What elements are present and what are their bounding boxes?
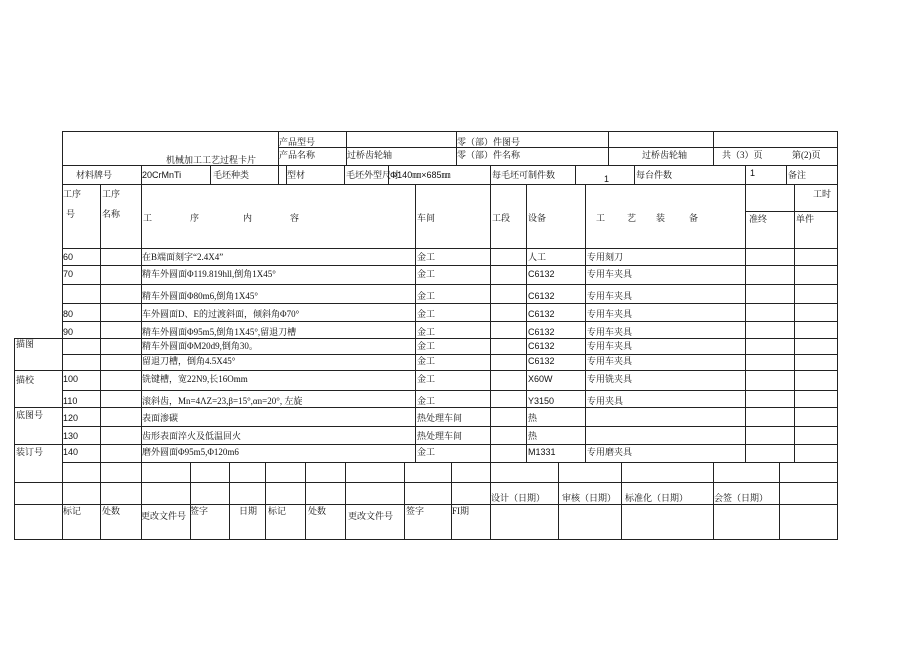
- col-content-4: 容: [290, 213, 300, 223]
- v-rule: [229, 462, 230, 539]
- v-rule: [490, 184, 491, 462]
- v-rule: [786, 165, 787, 184]
- blank-size-label: 毛坯外型尺寸: [346, 170, 401, 180]
- footer-sign-2: 签字: [406, 506, 425, 516]
- h-rule: [62, 390, 838, 391]
- v-rule: [345, 462, 346, 539]
- footer-sign-1: 签字: [190, 506, 209, 516]
- blank-type-value: 型材: [287, 170, 306, 180]
- v-rule: [344, 165, 345, 184]
- col-op-name-bottom: 名称: [102, 209, 121, 219]
- footer-date-2: FI期: [452, 506, 470, 516]
- op-equipment: C6132: [528, 341, 555, 351]
- h-rule: [14, 407, 62, 408]
- op-number: 60: [63, 252, 74, 262]
- v-rule: [608, 131, 609, 165]
- op-equipment: X60W: [528, 374, 553, 384]
- op-content: 精车外圆面Φ95m5,倒角1X45°,留退刀槽: [142, 327, 297, 337]
- op-tooling: 专用车夹具: [587, 341, 633, 351]
- op-tooling: 专用车夹具: [587, 269, 633, 279]
- op-tooling: 专用夹具: [587, 396, 624, 406]
- h-rule: [745, 211, 838, 212]
- h-rule: [62, 131, 838, 132]
- footer-change-doc-2: 更改文件号: [348, 511, 394, 521]
- v-rule: [779, 462, 780, 539]
- col-prep-time: 准终: [749, 214, 768, 224]
- pieces-per-blank-label: 每毛坯可制件数: [492, 170, 556, 180]
- op-workshop: 热处理车间: [417, 431, 463, 441]
- v-rule: [210, 165, 211, 184]
- material-value: 20CrMnTi: [142, 170, 182, 180]
- col-workshop: 车间: [417, 213, 436, 223]
- op-content: 齿形表面淬火及低温回火: [142, 431, 242, 441]
- h-rule: [62, 370, 838, 371]
- op-content: 精车外圆面Φ80m6,倒角1X45°: [142, 291, 258, 301]
- footer-mark-2: 标记: [268, 506, 287, 516]
- op-workshop: 金工: [417, 356, 436, 366]
- op-tooling: 专用车夹具: [587, 327, 633, 337]
- v-rule: [141, 462, 142, 539]
- op-workshop: 热处理车间: [417, 413, 463, 423]
- page-number: 第(2)页: [792, 150, 821, 160]
- side-label-proof: 描校: [16, 375, 35, 385]
- col-tooling-4: 备: [689, 213, 699, 223]
- h-rule: [14, 504, 838, 505]
- op-equipment: C6132: [528, 327, 555, 337]
- h-rule: [62, 265, 838, 266]
- side-label-trace: 描图: [16, 339, 35, 349]
- v-rule: [575, 165, 576, 184]
- op-number: 130: [63, 431, 79, 441]
- v-rule: [415, 184, 416, 462]
- col-content-2: 序: [190, 213, 200, 223]
- blank-type-label: 毛坯种类: [213, 170, 250, 180]
- footer-review: 审核（日期）: [562, 493, 617, 503]
- op-tooling: 专用车夹具: [587, 291, 633, 301]
- pieces-per-blank-value: 1: [604, 174, 610, 184]
- op-number: 70: [63, 269, 74, 279]
- op-tooling: 专用刻刀: [587, 252, 624, 262]
- material-label: 材料牌号: [76, 170, 113, 180]
- footer-design: 设计（日期）: [491, 493, 546, 503]
- h-rule: [62, 354, 838, 355]
- op-equipment: 人工: [528, 252, 547, 262]
- footer-date-1: 日期: [239, 506, 258, 516]
- footer-count-1: 处数: [102, 506, 121, 516]
- footer-count-2: 处数: [308, 506, 327, 516]
- op-workshop: 金工: [417, 374, 436, 384]
- h-rule: [62, 248, 838, 249]
- op-workshop: 金工: [417, 447, 436, 457]
- v-rule: [837, 131, 838, 539]
- col-op-no-top: 工序: [63, 189, 82, 199]
- col-tooling-2: 艺: [627, 213, 637, 223]
- v-rule: [713, 131, 714, 165]
- v-rule: [585, 184, 586, 462]
- v-rule: [62, 462, 63, 539]
- op-tooling: 专用车夹具: [587, 356, 633, 366]
- card-title: 机械加工工艺过程卡片: [166, 155, 257, 165]
- col-content-1: 工: [143, 213, 153, 223]
- col-op-no-bottom: 号: [66, 209, 76, 219]
- v-rule: [634, 165, 635, 184]
- h-rule: [278, 147, 838, 148]
- h-rule: [62, 338, 838, 339]
- op-number: 90: [63, 327, 74, 337]
- v-rule: [14, 338, 15, 539]
- remarks-label: 备注: [788, 170, 807, 180]
- h-rule: [62, 407, 838, 408]
- footer-countersign: 会签（日期）: [714, 493, 769, 503]
- op-number: 120: [63, 413, 79, 423]
- op-content: 精车外圆面ΦM20d9,倒角30。: [142, 341, 258, 351]
- op-equipment: 热: [528, 413, 538, 423]
- col-content-3: 内: [243, 213, 253, 223]
- op-workshop: 金工: [417, 341, 436, 351]
- v-rule: [451, 462, 452, 539]
- op-number: 140: [63, 447, 79, 457]
- col-op-name-top: 工序: [102, 189, 121, 199]
- h-rule: [14, 539, 838, 540]
- op-content: 精车外圆面Φ119.819hll,倒角1X45°: [142, 269, 276, 279]
- v-rule: [745, 165, 746, 184]
- side-label-base-no: 底图号: [16, 410, 44, 420]
- v-rule: [404, 462, 405, 539]
- h-rule: [14, 370, 62, 371]
- op-content: 铣键槽，宽22N9,长16Omm: [142, 374, 248, 384]
- part-name-label: 零（部）件名称: [457, 150, 521, 160]
- op-content: 留退刀槽，倒角4.5X45°: [142, 356, 236, 366]
- v-rule: [490, 165, 491, 184]
- op-equipment: M1331: [528, 447, 556, 457]
- v-rule: [190, 462, 191, 539]
- h-rule: [14, 482, 838, 483]
- v-rule: [794, 184, 795, 462]
- product-model-label: 产品型号: [279, 137, 316, 147]
- op-tooling: 专用铣夹具: [587, 374, 633, 384]
- v-rule: [265, 462, 266, 539]
- h-rule: [62, 284, 838, 285]
- v-rule: [526, 184, 527, 462]
- col-tooling-3: 装: [656, 213, 666, 223]
- op-equipment: C6132: [528, 356, 555, 366]
- part-name-value: 过桥齿轮轴: [642, 150, 688, 160]
- v-rule: [621, 462, 622, 539]
- op-tooling: 专用车夹具: [587, 309, 633, 319]
- h-rule: [62, 426, 838, 427]
- h-rule: [14, 444, 62, 445]
- v-rule: [305, 462, 306, 539]
- footer-standard: 标准化（日期）: [625, 493, 689, 503]
- h-rule: [62, 184, 838, 185]
- col-unit-time: 单件: [796, 214, 815, 224]
- op-content: 表面渗碳: [142, 413, 179, 423]
- v-rule: [100, 462, 101, 539]
- op-content: 在B端面刻字“2.4X4”: [142, 252, 224, 262]
- v-rule: [100, 184, 101, 462]
- op-number: 110: [63, 396, 78, 406]
- op-workshop: 金工: [417, 269, 436, 279]
- total-pages: 共（3）页: [722, 150, 763, 160]
- op-equipment: C6132: [528, 309, 555, 319]
- op-content: 车外圆面D、E的过渡斜面，倾斜角Φ70°: [142, 309, 300, 319]
- op-number: 80: [63, 309, 74, 319]
- h-rule: [62, 303, 838, 304]
- op-equipment: C6132: [528, 291, 555, 301]
- col-equipment: 设备: [528, 213, 547, 223]
- col-hours: 工时: [813, 189, 832, 199]
- op-content: 磨外圆面Φ95m5,Φ120m6: [142, 447, 239, 457]
- op-workshop: 金工: [417, 291, 436, 301]
- op-content: 滚斜齿，Mn=4ΛZ=23,β=15°,αn=20°, 左旋: [142, 396, 303, 406]
- pieces-per-unit-label: 每台件数: [636, 170, 673, 180]
- op-workshop: 金工: [417, 396, 436, 406]
- footer-change-doc-1: 更改文件号: [141, 511, 187, 521]
- op-number: 100: [63, 374, 79, 384]
- part-drawing-label: 零（部）件图号: [457, 137, 521, 147]
- op-workshop: 金工: [417, 309, 436, 319]
- pieces-per-unit-value: 1: [750, 168, 756, 178]
- blank-size-value: Φ140㎜×685㎜: [390, 170, 451, 180]
- h-rule: [62, 321, 838, 322]
- op-workshop: 金工: [417, 327, 436, 337]
- side-label-binding-no: 装订号: [16, 447, 44, 457]
- op-equipment: Y3150: [528, 396, 555, 406]
- col-tooling-1: 工: [596, 213, 606, 223]
- product-name-label: 产品名称: [279, 150, 316, 160]
- op-equipment: C6132: [528, 269, 555, 279]
- product-name-value: 过桥齿轮轴: [347, 150, 393, 160]
- h-rule: [62, 444, 838, 445]
- op-equipment: 热: [528, 431, 538, 441]
- op-workshop: 金工: [417, 252, 436, 262]
- op-tooling: 专用磨夹具: [587, 447, 633, 457]
- v-rule: [558, 462, 559, 539]
- col-section: 工段: [492, 213, 511, 223]
- h-rule: [62, 462, 838, 463]
- v-rule: [745, 184, 746, 462]
- footer-mark-1: 标记: [63, 506, 82, 516]
